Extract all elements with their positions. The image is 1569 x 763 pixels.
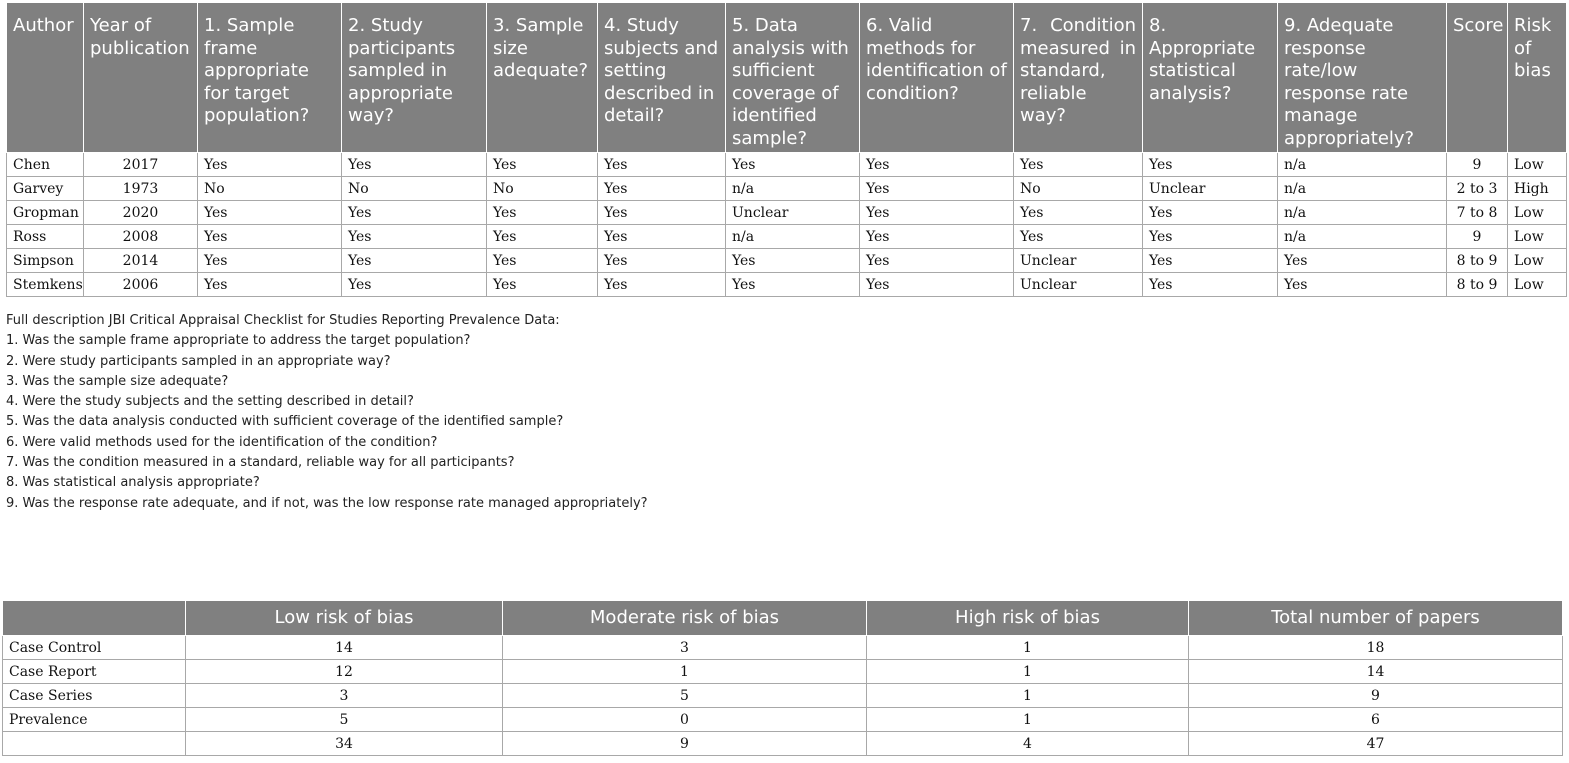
table-cell: 2017 bbox=[84, 153, 198, 177]
table-cell: Low bbox=[1508, 249, 1567, 273]
table-cell: Low bbox=[1508, 225, 1567, 249]
note-item: 9. Was the response rate adequate, and if not, was the low response rate managed appropriately? bbox=[6, 495, 648, 511]
table-row bbox=[7, 273, 1567, 297]
summary-header-row bbox=[3, 601, 1563, 636]
header-q5: 5. Data analysis with sufficient coverage of identified sample? bbox=[726, 3, 860, 153]
table-cell: 9 bbox=[1447, 225, 1508, 249]
table-cell: Yes bbox=[1143, 225, 1278, 249]
header-row bbox=[7, 3, 1567, 153]
table-row bbox=[7, 153, 1567, 177]
table-cell: Low bbox=[1508, 201, 1567, 225]
table-cell: Yes bbox=[1014, 201, 1143, 225]
table-cell: n/a bbox=[1278, 153, 1447, 177]
table-cell: Yes bbox=[1143, 201, 1278, 225]
summary-cell: 14 bbox=[186, 636, 503, 660]
note-item: 2. Were study participants sampled in an appropriate way? bbox=[6, 353, 391, 369]
header-q2: 2. Study participants sampled in appropriate way? bbox=[342, 3, 487, 153]
table-cell: Yes bbox=[487, 273, 598, 297]
table-cell: 8 to 9 bbox=[1447, 249, 1508, 273]
summary-table-body bbox=[3, 636, 1563, 756]
table-cell: Yes bbox=[1278, 273, 1447, 297]
table-cell: No bbox=[1014, 177, 1143, 201]
summary-header-moderate: Moderate risk of bias bbox=[503, 601, 867, 636]
note-item: 8. Was statistical analysis appropriate? bbox=[6, 475, 260, 491]
table-cell: Yes bbox=[198, 273, 342, 297]
table-cell: Yes bbox=[860, 249, 1014, 273]
table-cell: 2014 bbox=[84, 249, 198, 273]
table-cell: 7 to 8 bbox=[1447, 201, 1508, 225]
header-q3: 3. Sample size adequate? bbox=[487, 3, 598, 153]
notes-title: Full description JBI Critical Appraisal Checklist for Studies Reporting Prevalence Data: bbox=[6, 313, 560, 328]
table-cell: Yes bbox=[726, 153, 860, 177]
table-cell: Yes bbox=[487, 225, 598, 249]
summary-cell: 1 bbox=[867, 684, 1189, 708]
summary-cell: 14 bbox=[1189, 660, 1563, 684]
table-cell: Unclear bbox=[1143, 177, 1278, 201]
table-cell: Chen bbox=[7, 153, 84, 177]
table-cell: Yes bbox=[1143, 273, 1278, 297]
header-risk: Risk of bias bbox=[1508, 3, 1567, 153]
table-row bbox=[7, 249, 1567, 273]
summary-cell: 4 bbox=[867, 732, 1189, 756]
table-cell: No bbox=[342, 177, 487, 201]
note-item: 3. Was the sample size adequate? bbox=[6, 373, 229, 389]
note-item: 1. Was the sample frame appropriate to address the target population? bbox=[6, 333, 471, 349]
header-q7: 7. Condition measured in standard, reliable way? bbox=[1014, 3, 1143, 153]
summary-cell: Case Report bbox=[3, 660, 186, 684]
table-cell: Yes bbox=[598, 201, 726, 225]
table-cell: Yes bbox=[726, 273, 860, 297]
table-cell: High bbox=[1508, 177, 1567, 201]
table-cell: Yes bbox=[487, 201, 598, 225]
summary-cell: 3 bbox=[186, 684, 503, 708]
header-author: Author bbox=[7, 3, 84, 153]
table-cell: Yes bbox=[1278, 249, 1447, 273]
summary-cell: Case Series bbox=[3, 684, 186, 708]
table-cell: Yes bbox=[1143, 153, 1278, 177]
note-item: 5. Was the data analysis conducted with sufficient coverage of the identified sample? bbox=[6, 414, 564, 430]
table-cell: Unclear bbox=[1014, 273, 1143, 297]
summary-cell: 47 bbox=[1189, 732, 1563, 756]
summary-cell: 3 bbox=[503, 636, 867, 660]
summary-cell: 12 bbox=[186, 660, 503, 684]
summary-cell: 6 bbox=[1189, 708, 1563, 732]
table-cell: Stemkens bbox=[7, 273, 84, 297]
header-q8: 8. Appropriate statistical analysis? bbox=[1143, 3, 1278, 153]
summary-cell: 18 bbox=[1189, 636, 1563, 660]
summary-header-low: Low risk of bias bbox=[186, 601, 503, 636]
table-cell: n/a bbox=[1278, 225, 1447, 249]
table-cell: Yes bbox=[198, 153, 342, 177]
table-cell: 2020 bbox=[84, 201, 198, 225]
table-cell: Yes bbox=[342, 249, 487, 273]
header-year: Year of publication bbox=[84, 3, 198, 153]
table-cell: Yes bbox=[1014, 225, 1143, 249]
table-cell: Yes bbox=[1014, 153, 1143, 177]
checklist-notes bbox=[6, 311, 648, 514]
header-q6: 6. Valid methods for identification of condition? bbox=[860, 3, 1014, 153]
table-cell: No bbox=[198, 177, 342, 201]
header-score: Score bbox=[1447, 3, 1508, 153]
table-cell: Yes bbox=[342, 273, 487, 297]
table-cell: Yes bbox=[487, 249, 598, 273]
table-cell: Unclear bbox=[726, 201, 860, 225]
table-cell: 2006 bbox=[84, 273, 198, 297]
table-cell: n/a bbox=[1278, 201, 1447, 225]
table-cell: Yes bbox=[860, 273, 1014, 297]
table-cell: Yes bbox=[1143, 249, 1278, 273]
table-cell: Yes bbox=[342, 225, 487, 249]
summary-cell: 1 bbox=[867, 660, 1189, 684]
table-cell: No bbox=[487, 177, 598, 201]
table-row bbox=[7, 201, 1567, 225]
summary-cell: Case Control bbox=[3, 636, 186, 660]
notes-list bbox=[6, 331, 648, 514]
summary-row bbox=[3, 660, 1563, 684]
table-cell: Yes bbox=[860, 201, 1014, 225]
summary-header-blank bbox=[3, 601, 186, 636]
summary-header-high: High risk of bias bbox=[867, 601, 1189, 636]
summary-cell: 1 bbox=[503, 660, 867, 684]
note-item: 4. Were the study subjects and the setting described in detail? bbox=[6, 394, 414, 410]
table-cell: Gropman bbox=[7, 201, 84, 225]
table-cell: Yes bbox=[598, 153, 726, 177]
summary-cell: 5 bbox=[503, 684, 867, 708]
summary-cell: 9 bbox=[503, 732, 867, 756]
table-cell: Ross bbox=[7, 225, 84, 249]
summary-row bbox=[3, 684, 1563, 708]
table-cell: n/a bbox=[1278, 177, 1447, 201]
table-cell: Yes bbox=[342, 201, 487, 225]
summary-row bbox=[3, 732, 1563, 756]
table-cell: 9 bbox=[1447, 153, 1508, 177]
risk-summary-table bbox=[2, 600, 1563, 756]
table-cell: 8 to 9 bbox=[1447, 273, 1508, 297]
header-q1: 1. Sample frame appropriate for target population? bbox=[198, 3, 342, 153]
table-cell: n/a bbox=[726, 177, 860, 201]
table-cell: Yes bbox=[860, 225, 1014, 249]
header-q4: 4. Study subjects and setting described in detail? bbox=[598, 3, 726, 153]
table-row bbox=[7, 177, 1567, 201]
table-cell: Low bbox=[1508, 273, 1567, 297]
table-cell: Yes bbox=[342, 153, 487, 177]
note-item: 7. Was the condition measured in a standard, reliable way for all participants? bbox=[6, 455, 515, 471]
quality-table-body bbox=[7, 153, 1567, 297]
summary-cell: 1 bbox=[867, 708, 1189, 732]
table-cell: Yes bbox=[198, 225, 342, 249]
table-cell: Yes bbox=[726, 249, 860, 273]
table-cell: Yes bbox=[198, 201, 342, 225]
table-cell: 1973 bbox=[84, 177, 198, 201]
summary-cell: 34 bbox=[186, 732, 503, 756]
table-cell: Yes bbox=[598, 273, 726, 297]
table-cell: Yes bbox=[487, 153, 598, 177]
table-cell: 2008 bbox=[84, 225, 198, 249]
table-cell: Yes bbox=[860, 177, 1014, 201]
summary-cell: 1 bbox=[867, 636, 1189, 660]
summary-cell: 9 bbox=[1189, 684, 1563, 708]
table-cell: Yes bbox=[598, 177, 726, 201]
table-cell: Low bbox=[1508, 153, 1567, 177]
summary-row bbox=[3, 708, 1563, 732]
summary-cell: 0 bbox=[503, 708, 867, 732]
table-cell: Yes bbox=[598, 249, 726, 273]
summary-cell bbox=[3, 732, 186, 756]
summary-cell: Prevalence bbox=[3, 708, 186, 732]
table-cell: Yes bbox=[860, 153, 1014, 177]
note-item: 6. Were valid methods used for the identification of the condition? bbox=[6, 434, 438, 450]
table-cell: Yes bbox=[198, 249, 342, 273]
summary-cell: 5 bbox=[186, 708, 503, 732]
quality-appraisal-table bbox=[6, 2, 1567, 297]
table-cell: Unclear bbox=[1014, 249, 1143, 273]
table-row bbox=[7, 225, 1567, 249]
header-q9: 9. Adequate response rate/low response rate manage appropriately? bbox=[1278, 3, 1447, 153]
table-cell: Yes bbox=[598, 225, 726, 249]
summary-header-total: Total number of papers bbox=[1189, 601, 1563, 636]
table-cell: 2 to 3 bbox=[1447, 177, 1508, 201]
table-cell: Simpson bbox=[7, 249, 84, 273]
table-cell: Garvey bbox=[7, 177, 84, 201]
summary-row bbox=[3, 636, 1563, 660]
table-cell: n/a bbox=[726, 225, 860, 249]
